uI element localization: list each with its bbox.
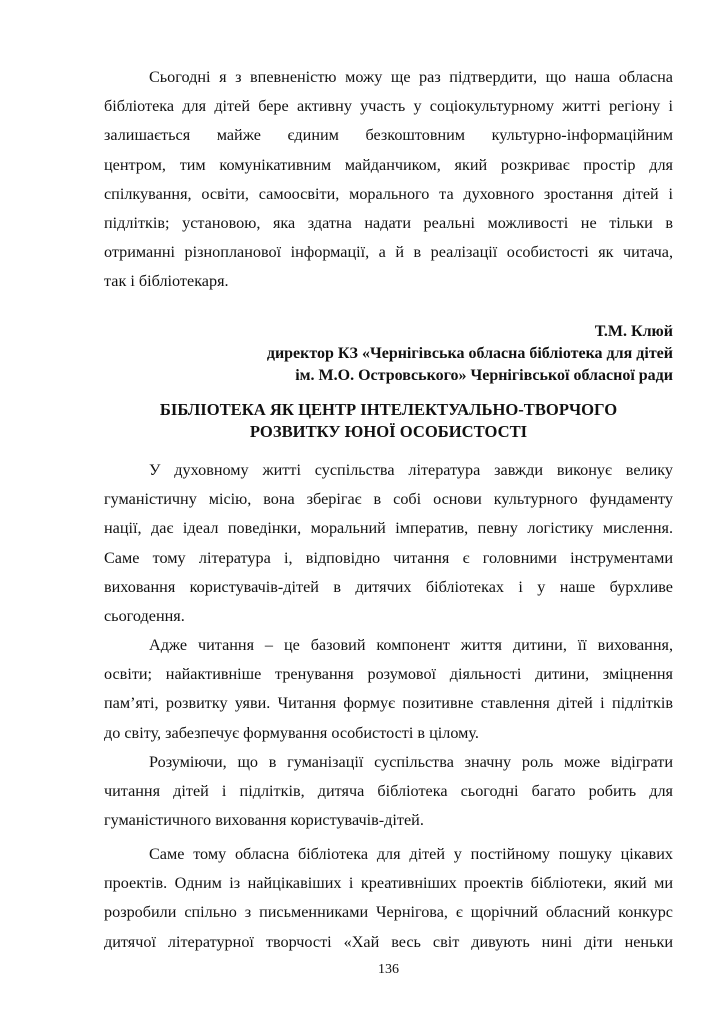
paragraph-line: виховання користувачів-дітей в дитячих бібліотеках і у наше бурхливе	[104, 577, 673, 596]
title-line: БІБЛІОТЕКА ЯК ЦЕНТР ІНТЕЛЕКТУАЛЬНО-ТВОРЧОГО	[159, 400, 618, 419]
intro-line: бібліотека для дітей бере активну участь у соціокультурному житті регіону і	[104, 97, 673, 116]
paragraph-line: Саме тому література і, відповідно читання є головними інструментами	[104, 548, 673, 567]
author-position: директор КЗ «Чернігівська обласна бібліотека для дітей	[266, 345, 673, 362]
paragraph-line: дитячої літературної творчості «Хай весь світ дивують нині діти неньки	[104, 932, 673, 951]
paragraph-line: Адже читання – це базовий компонент життя дитини, її виховання,	[149, 636, 673, 654]
paragraph-line: гуманістичну місію, вона зберігає в собі основи культурного фундаменту	[104, 490, 673, 509]
article-paragraph-2	[104, 631, 673, 748]
paragraph-line: пам’яті, розвитку уяви. Читання формує позитивне ставлення дітей і підлітків	[104, 694, 673, 713]
article-paragraph-1	[104, 456, 673, 631]
paragraph-line: У духовному житті суспільства література завжди виконує велику	[149, 461, 673, 479]
paragraph-line: Розуміючи, що в гуманізації суспільства значну роль може відіграти	[149, 753, 673, 771]
paragraph-line: освіти; найактивніше тренування розумової діяльності дитини, зміцнення	[104, 665, 673, 684]
author-name: Т.М. Клюй	[594, 323, 673, 340]
article-paragraph-4	[104, 840, 673, 957]
paragraph-line: нації, дає ідеал поведінки, моральний імператив, певну логістику мислення.	[104, 519, 673, 538]
paragraph-line: Саме тому обласна бібліотека для дітей у постійному пошуку цікавих	[149, 845, 673, 863]
paragraph-line: розробили спільно з письменниками Чернігова, є щорічний обласний конкурс	[104, 903, 673, 922]
paragraph-line: проектів. Одним із найцікавіших і креативніших проектів бібліотеки, який ми	[104, 874, 673, 893]
paragraph-line: читання дітей і підлітків, дитяча бібліотека сьогодні багато робить для	[104, 782, 673, 801]
paragraph-line: гуманістичного виховання користувачів-дітей.	[104, 811, 424, 830]
author-block	[104, 321, 673, 387]
intro-line: Сьогодні я з впевненістю можу ще раз підтвердити, що наша обласна	[149, 68, 673, 86]
intro-line: залишається майже єдиним безкоштовним культурно-інформаційним	[104, 126, 673, 145]
intro-line: спілкування, освіти, самоосвіти, морального та духовного зростання дітей і	[104, 184, 673, 203]
paragraph-line: до світу, забезпечує формування особистості в цілому.	[104, 723, 479, 742]
paragraph-line: сьогодення.	[104, 606, 185, 625]
intro-line: центром, тим комунікативним майданчиком, який розкриває простір для	[104, 155, 673, 174]
intro-line: отриманні різнопланової інформації, а й в реалізації особистості як читача,	[104, 243, 673, 262]
article-title	[104, 399, 673, 443]
author-position: ім. М.О. Островського» Чернігівської обласної ради	[295, 367, 673, 384]
intro-paragraph	[104, 63, 673, 297]
intro-line: так і бібліотекаря.	[104, 272, 229, 291]
article-paragraph-3	[104, 748, 673, 836]
page-number: 136	[378, 962, 399, 977]
title-line: РОЗВИТКУ ЮНОЇ ОСОБИСТОСТІ	[249, 422, 528, 441]
intro-line: підлітків; установою, яка здатна надати реальні можливості не тільки в	[104, 213, 673, 232]
